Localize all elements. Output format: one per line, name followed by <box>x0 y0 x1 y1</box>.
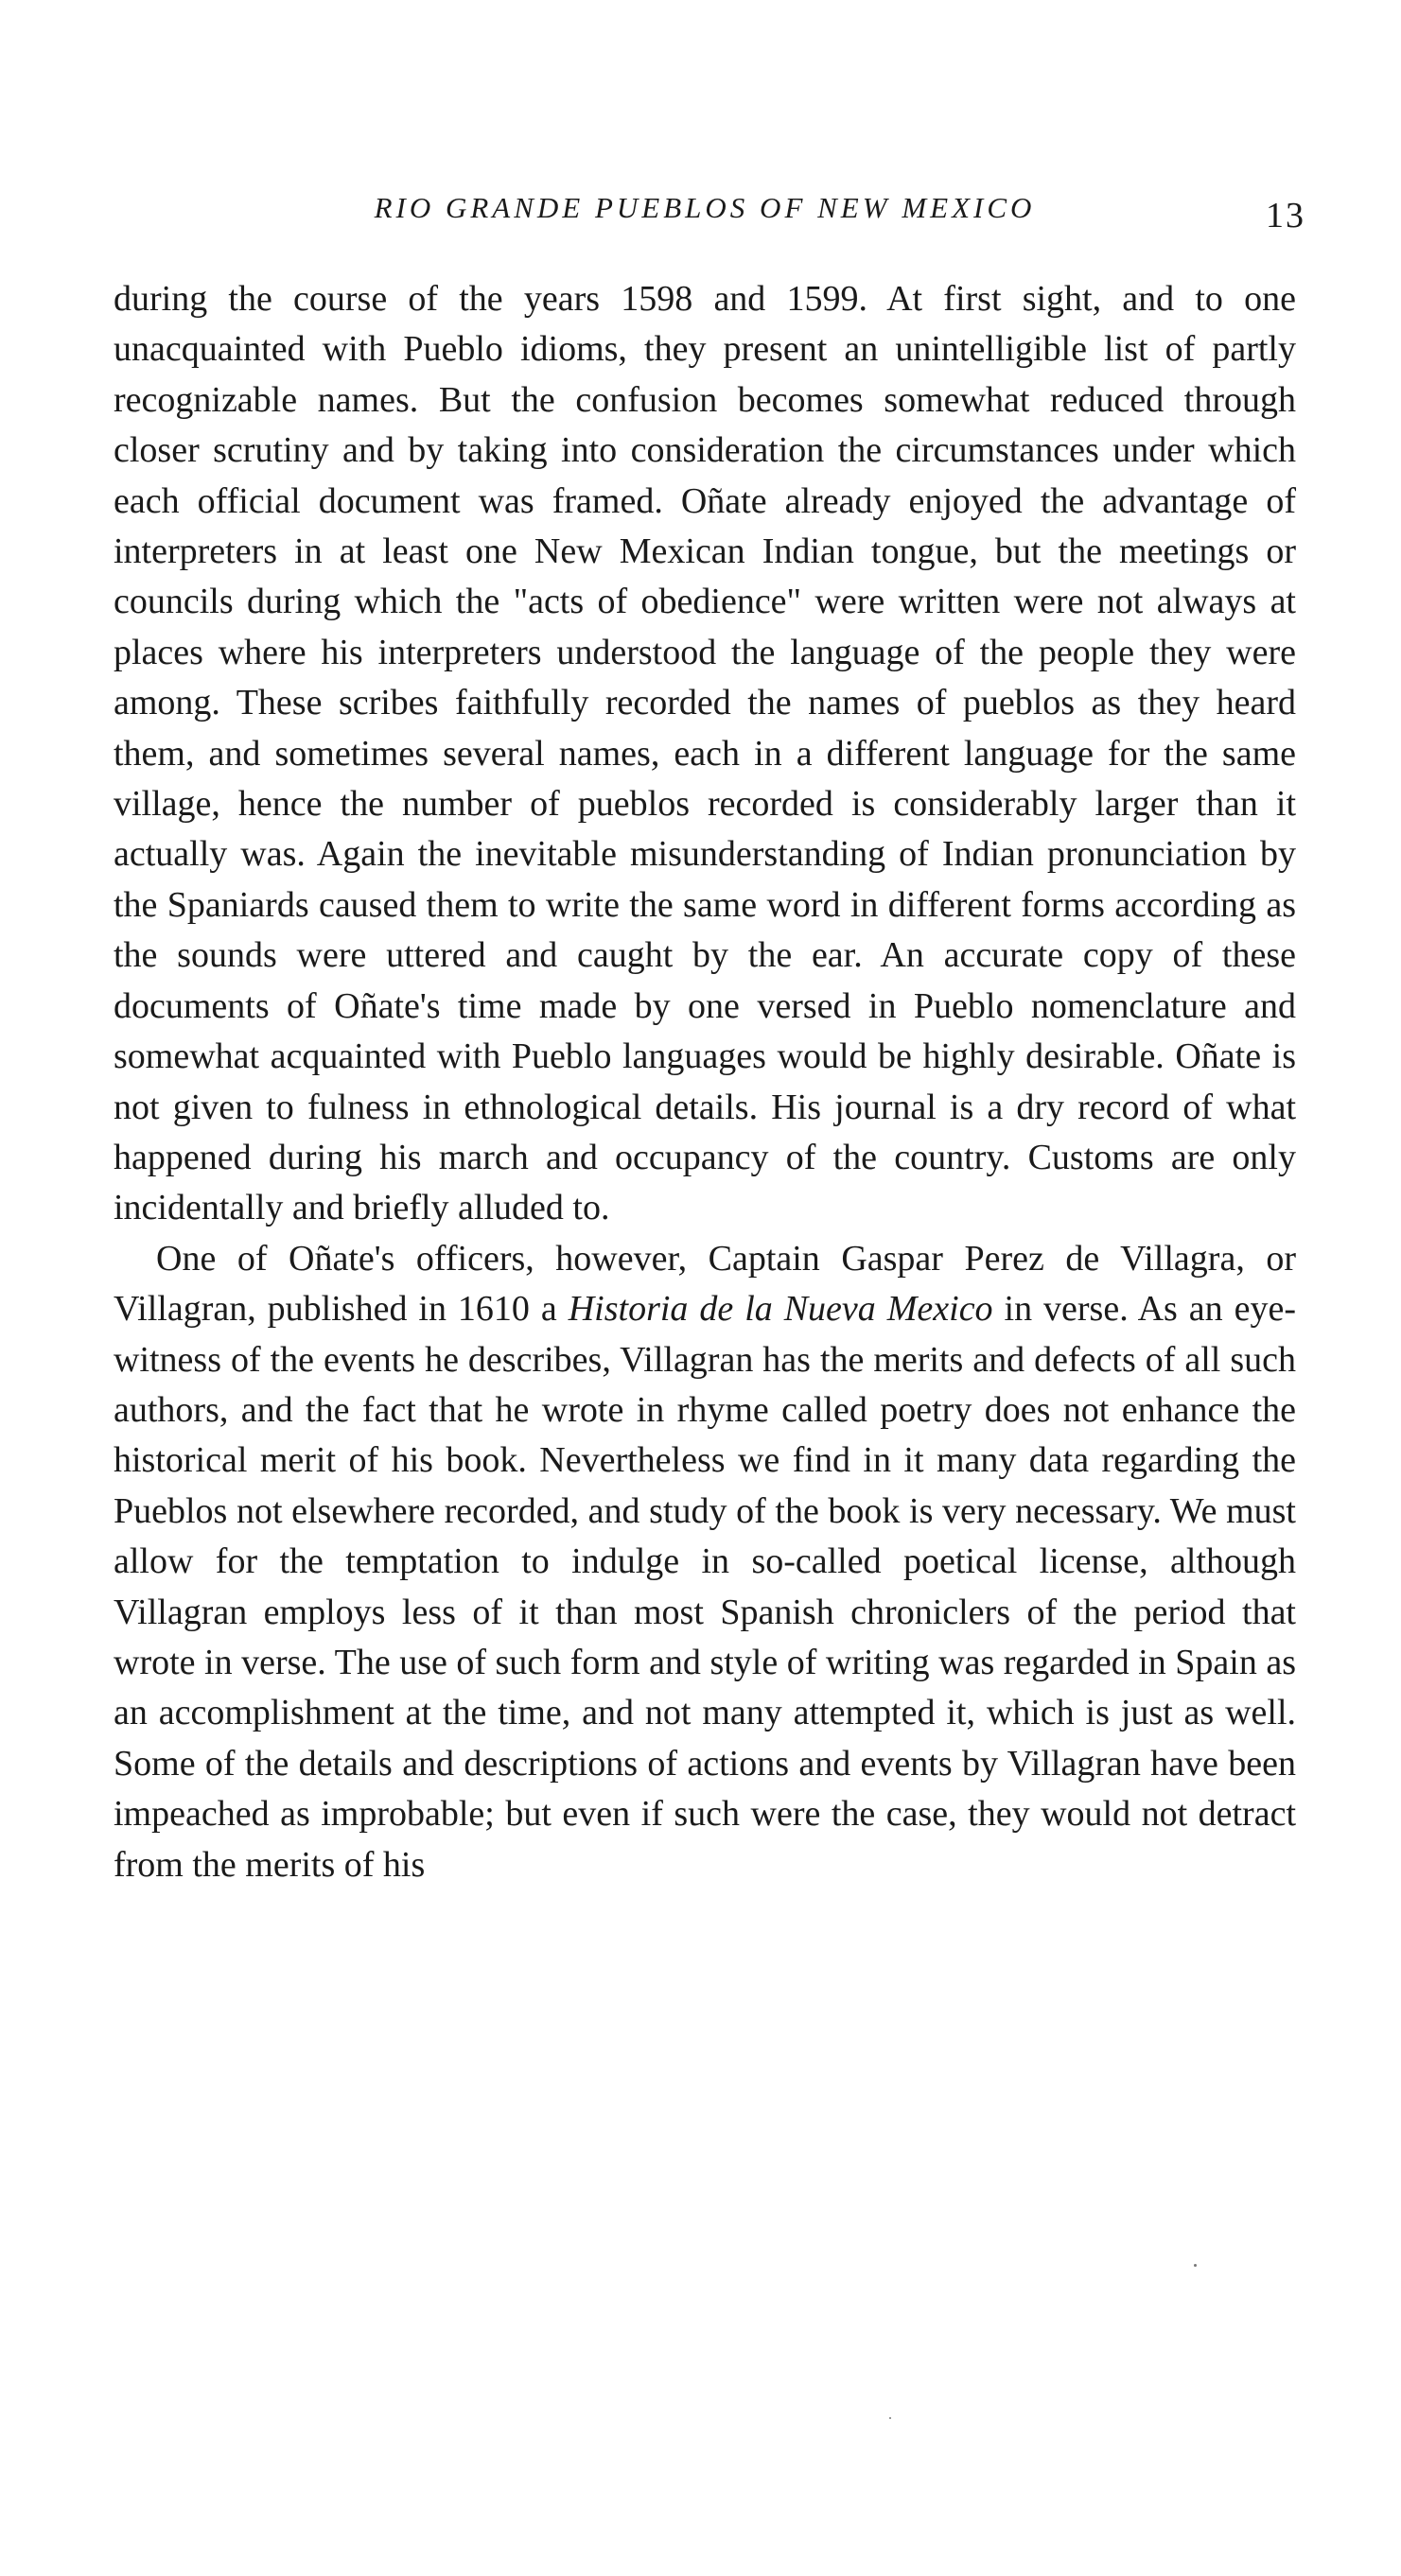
paragraph-2-text-b: in verse. As an eye-witness of the events he describes, Villagran has the merits and defects of all such authors, and the fact that he wrote in rhyme called poetry does not enhance the historical merit of his book. Nevertheless we find in it many data regarding the Pueblos not elsewhere recorded, and study of the book is very necessary. We must allow for the temptation to indulge in so-called poetical license, although Villagran employs less of it than most Spanish chroniclers of the period that wrote in verse. The use of such form and style of writing was regarded in Spain as an accomplishment at the time, and not many attempted it, which is just as well. Some of the details and descriptions of actions and events by Villagran have been impeached as improbable; but even if such were the case, they would not detract from the merits of his <box>114 1289 1296 1885</box>
scan-speck <box>889 2417 891 2419</box>
paragraph-1: during the course of the years 1598 and 1599. At first sight, and to one unacquainted with Pueblo idioms, they present an unintelligible list of partly recognizable names. But the confusion becomes somewhat reduced through closer scrutiny and by taking into consideration the circumstances under which each official document was framed. Oñate already enjoyed the advantage of interpreters in at least one New Mexican Indian tongue, but the meetings or councils during which the "acts of obedience" were written were not always at places where his interpreters understood the language of the people they were among. These scribes faithfully recorded the names of pueblos as they heard them, and sometimes several names, each in a different language for the same village, hence the number of pueblos recorded is considerably larger than it actually was. Again the inevitable misunderstanding of Indian pronunciation by the Spaniards caused them to write the same word in different forms according as the sounds were uttered and caught by the ear. An accurate copy of these documents of Oñate's time made by one versed in Pueblo nomenclature and somewhat acquainted with Pueblo languages would be highly desirable. Oñate is not given to fulness in ethnological details. His journal is a dry record of what happened during his march and occupancy of the country. Customs are only incidentally and briefly alluded to. <box>114 279 1296 1228</box>
page-number: 13 <box>1266 196 1305 235</box>
running-head <box>114 187 1305 235</box>
scan-speck <box>1194 2264 1197 2267</box>
paragraph-2-text-a: One of Oñate's officers, however, Captain Gaspar Perez de Villagra, or Villagran, published in 1610 a <box>114 1238 1296 1330</box>
paragraph-2 <box>114 1234 1296 1890</box>
body-text <box>114 274 1296 1890</box>
running-title: RIO GRANDE PUEBLOS OF NEW MEXICO <box>374 191 1036 224</box>
book-title: Historia de la Nueva Mexico <box>568 1289 993 1330</box>
